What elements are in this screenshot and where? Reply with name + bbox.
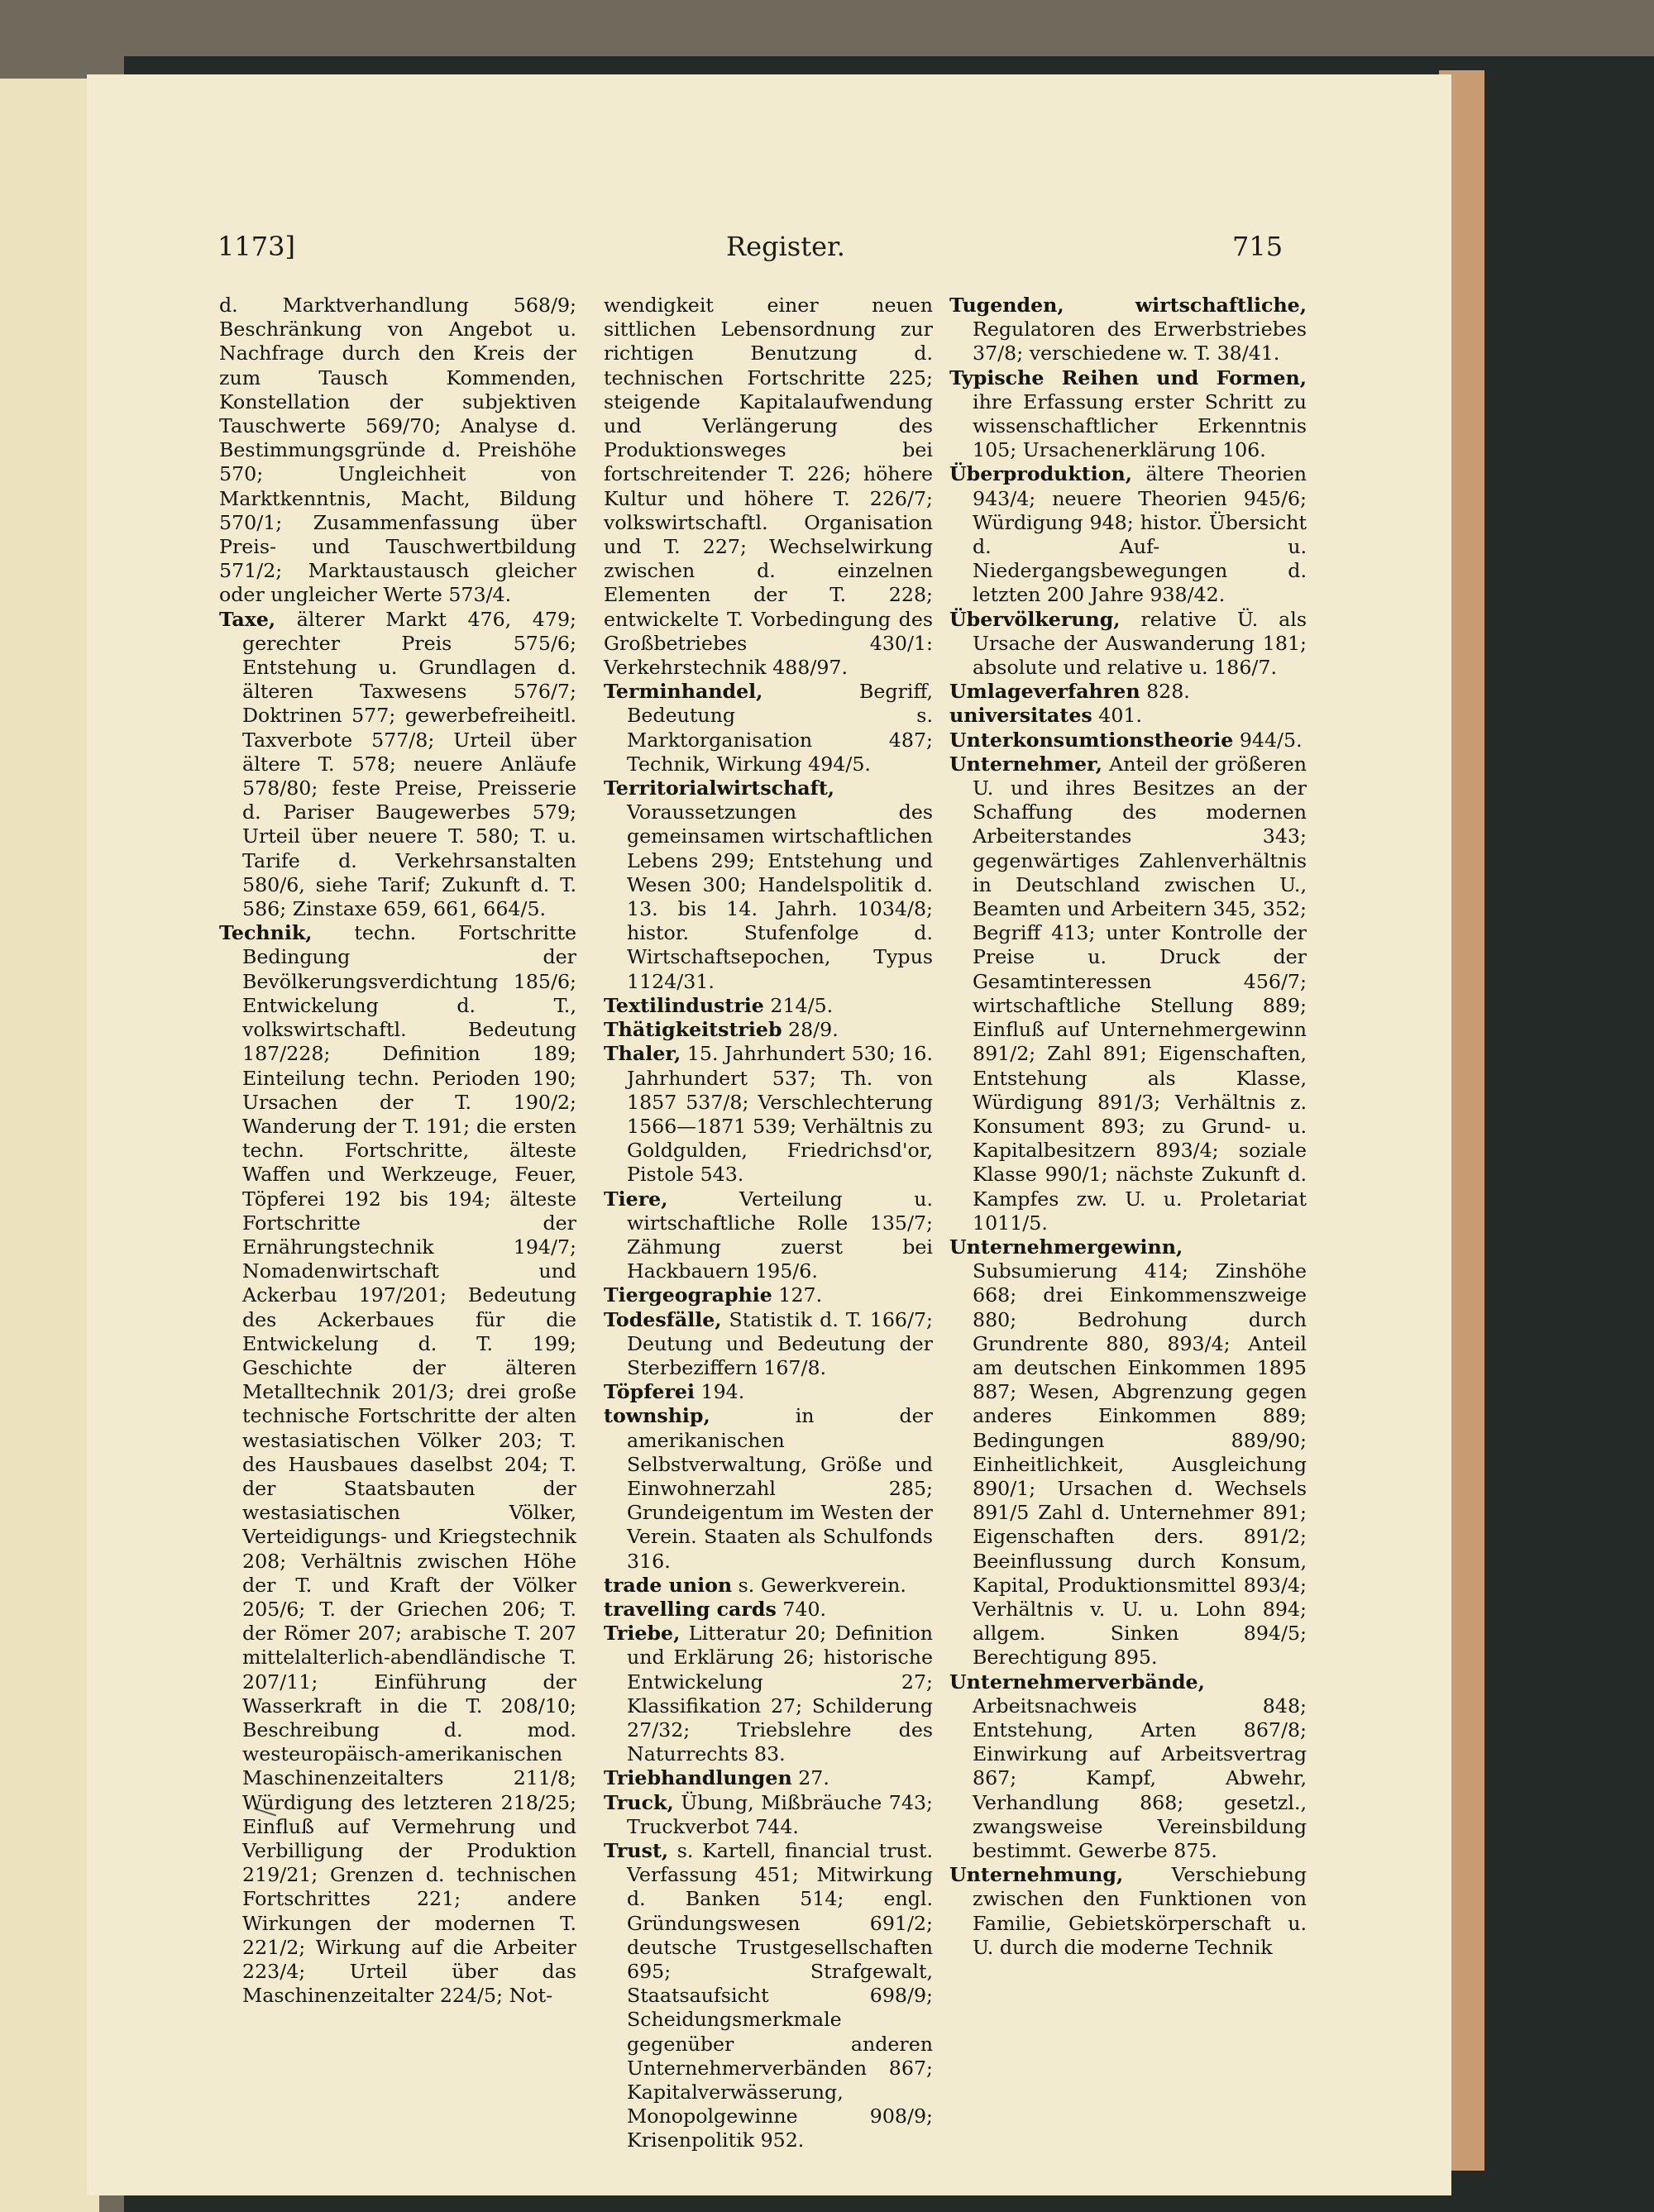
index-entry-text: Arbeitsnachweis 848; Entstehung, Arten 867/8; Einwirkung auf Arbeitsvertrag 867; Kampf, Abwehr, Verhandlung 868; gesetzl., zwangsweise Vereinsbildung bestimmt. Gewerbe 875. — [973, 1694, 1307, 1862]
index-entry — [604, 1187, 933, 1284]
index-entry — [219, 294, 576, 608]
adjacent-page-strip — [0, 79, 99, 2212]
index-keyword: Triebe, — [604, 1622, 681, 1646]
index-entry-text: 15. Jahrhundert 530; 16. Jahrhundert 537; Th. von 1857 537/8; Verschlechterung 1566—1871 539; Verhältnis zu Goldgulden, Friedrichsd'or, Pistole 543. — [627, 1042, 933, 1187]
index-column-3 — [949, 294, 1307, 1960]
index-entry — [949, 1670, 1307, 1864]
index-entry — [949, 608, 1307, 681]
index-keyword: Thätigkeitstrieb — [604, 1018, 782, 1042]
index-entry-text: Voraussetzungen des gemeinsamen wirtschaftlichen Lebens 299; Entstehung und Wesen 300; Handelspolitik d. 13. bis 14. Jahrh. 1034/8; histor. Stufenfolge d. Wirtschaftsepochen, Typus 1124/31. — [627, 800, 933, 993]
index-keyword: Triebhandlungen — [604, 1766, 792, 1790]
index-entry-text: Subsumierung 414; Zinshöhe 668; drei Einkommenszweige 880; Bedrohung durch Grundrente 880, 893/4; Anteil am deutschen Einkommen 1895 887; Wesen, Abgrenzung gegen anderes Einkommen 889; Bedingungen 889/90; Einheitlichkeit, Ausgleichung 890/1; Ursachen d. Wechsels 891/5 Zahl d. Unternehmer 891; Eigenschaften ders. 891/2; Beeinflussung durch Konsum, Kapital, Produktionsmittel 893/4; Verhältnis v. U. u. Lohn 894; allgem. Sinken 894/5; Berechtigung 895. — [973, 1259, 1307, 1670]
index-keyword: Unterkonsumtionstheorie — [949, 728, 1234, 752]
index-entry — [949, 294, 1307, 366]
index-entry-text: 828. — [1140, 680, 1190, 704]
index-entry — [604, 680, 933, 776]
index-entry — [219, 921, 576, 2008]
index-entry-text: 740. — [776, 1597, 827, 1621]
index-entry — [949, 729, 1307, 752]
index-entry-text: 401. — [1092, 704, 1143, 728]
index-keyword: Töpferei — [604, 1380, 696, 1404]
index-entry-text: in der amerikanischen Selbstverwaltung, Größe und Einwohnerzahl 285; Grundeigentum im Westen der Verein. Staaten als Schulfonds 316. — [627, 1404, 933, 1573]
index-entry — [949, 704, 1307, 728]
index-keyword: Trust, — [604, 1839, 669, 1862]
index-keyword: Textilindustrie — [604, 993, 764, 1017]
index-entry — [604, 1766, 933, 1790]
index-entry-text: 27. — [791, 1766, 829, 1790]
running-head: Register. — [726, 231, 845, 262]
index-entry — [949, 1235, 1307, 1670]
index-entry — [604, 294, 933, 680]
index-entry — [949, 462, 1307, 607]
index-entry-text: 28/9. — [782, 1018, 839, 1042]
index-keyword: Todesfälle, — [604, 1307, 722, 1331]
index-entry — [604, 1283, 933, 1307]
index-keyword: Thaler, — [604, 1042, 681, 1066]
index-entry — [949, 680, 1307, 704]
index-entry — [604, 1308, 933, 1381]
index-entry-text: Statistik d. T. 166/7; Deutung und Bedeutung der Sterbeziffern 167/8. — [627, 1307, 933, 1379]
index-entry-text: relative Ü. als Ursache der Auswanderung 181; absolute und relative u. 186/7. — [973, 607, 1307, 680]
index-keyword: Typische Reihen und Formen, — [949, 365, 1307, 389]
index-entry-text: Anteil der größeren U. und ihres Besitzes an der Schaffung des modernen Arbeiterstandes 343; gegenwärtiges Zahlenverhältnis in Deutschland zwischen U., Beamten und Arbeitern 345, 352; Begriff 413; unter Kontrolle der Preise u. Druck der Gesamtinteressen 456/7; wirtschaftliche Stellung 889; Einfluß auf Unternehmergewinn 891/2; Zahl 891; Eigenschaften, Entstehung als Klasse, Würdigung 891/3; Verhältnis z. Konsument 893; zu Grund- u. Kapitalbesitzern 893/4; soziale Klasse 990/1; nächste Zukunft d. Kampfes zw. U. u. Proletariat 1011/5. — [973, 752, 1307, 1235]
index-entry — [219, 608, 576, 922]
index-entry — [604, 1018, 933, 1042]
index-keyword: township, — [604, 1404, 710, 1428]
index-keyword: universitates — [949, 704, 1092, 728]
index-keyword: Unternehmerverbände, — [949, 1670, 1205, 1694]
index-entry-text: älterer Markt 476, 479; gerechter Preis 575/6; Entstehung u. Grundlagen d. älteren Taxwesens 576/7; Doktrinen 577; gewerbefreiheitl. Taxverbote 577/8; Urteil über ältere T. 578; neuere Anläufe 578/80; feste Preise, Preisserie d. Pariser Baugewerbes 579; Urteil über neuere T. 580; T. u. Tarife d. Verkehrsanstalten 580/6, siehe Tarif; Zukunft d. T. 586; Zinstaxe 659, 661, 664/5. — [242, 607, 576, 921]
index-keyword: Unternehmung, — [949, 1863, 1124, 1887]
index-keyword: Terminhandel, — [604, 680, 763, 704]
index-keyword: Tiergeographie — [604, 1283, 772, 1307]
index-entry — [604, 994, 933, 1018]
index-entry-text: Verschiebung zwischen den Funktionen von Familie, Gebietskörperschaft u. U. durch die moderne Technik — [973, 1863, 1307, 1959]
index-keyword: Überproduktion, — [949, 462, 1133, 486]
index-keyword: Territorialwirtschaft, — [604, 776, 835, 800]
index-entry-text: s. Kartell, financial trust. Verfassung 451; Mitwirkung d. Banken 514; engl. Gründungswesen 691/2; deutsche Trustgesellschaften 695; Strafgewalt, Staatsaufsicht 698/9; Scheidungsmerkmale gegenüber anderen Unternehmerverbänden 867; Kapitalverwässerung, Monopolgewinne 908/9; Krisenpolitik 952. — [627, 1839, 933, 2152]
index-entry — [604, 1380, 933, 1404]
index-keyword: travelling cards — [604, 1597, 777, 1621]
index-entry-text: 944/5. — [1233, 728, 1303, 752]
index-entry — [949, 1863, 1307, 1960]
index-keyword: Umlageverfahren — [949, 680, 1140, 704]
index-entry-text: Übung, Mißbräuche 743; Truckverbot 744. — [627, 1790, 933, 1838]
index-entry-text: Verteilung u. wirtschaftliche Rolle 135/7; Zähmung zuerst bei Hackbauern 195/6. — [627, 1187, 933, 1283]
index-entry — [949, 366, 1307, 463]
index-keyword: Unternehmer, — [949, 752, 1103, 776]
index-entry-text: 194. — [695, 1380, 745, 1404]
index-entry-text: 214/5. — [763, 993, 834, 1017]
index-entry-text: Litteratur 20; Definition und Erklärung 26; historische Entwickelung 27; Klassifikation 27; Schilderung 27/32; Triebslehre des Naturrechts 83. — [627, 1622, 933, 1766]
index-entry-text: s. Gewerkverein. — [732, 1573, 906, 1597]
index-column-1 — [219, 294, 576, 2008]
index-keyword: Truck, — [604, 1790, 674, 1814]
index-entry-text: Begriff, Bedeutung s. Marktorganisation 487; Technik, Wirkung 494/5. — [627, 680, 933, 776]
index-keyword: Tugenden, wirtschaftliche, — [949, 294, 1307, 317]
index-keyword: Unternehmergewinn, — [949, 1235, 1183, 1259]
column-number-left: 1173] — [218, 231, 295, 262]
index-entry-text: Regulatoren des Erwerbstriebes 37/8; verschiedene w. T. 38/41. — [973, 318, 1307, 365]
index-entry — [604, 1791, 933, 1839]
index-keyword: trade union — [604, 1573, 733, 1597]
index-entry — [604, 1598, 933, 1622]
index-entry — [604, 1042, 933, 1187]
index-entry — [604, 1574, 933, 1598]
index-entry-text: wendigkeit einer neuen sittlichen Lebensordnung zur richtigen Benutzung d. technischen Fortschritte 225; steigende Kapitalaufwendung und Verlängerung des Produktionsweges bei fortschreitender T. 226; höhere Kultur und höhere T. 226/7; volkswirtschaftl. Organisation und T. 227; Wechselwirkung zwischen d. einzelnen Elementen der T. 228; entwickelte T. Vorbedingung des Großbetriebes 430/1: Verkehrstechnik 488/97. — [604, 294, 933, 680]
index-entry — [604, 1404, 933, 1573]
page-number: 715 — [1232, 231, 1284, 262]
index-entry-text: techn. Fortschritte Bedingung der Bevölkerungsverdichtung 185/6; Entwickelung d. T., volkswirtschaftl. Bedeutung 187/228; Definition 189; Einteilung techn. Perioden 190; Ursachen der T. 190/2; Wanderung der T. 191; die ersten techn. Fortschritte, älteste Waffen und Werkzeuge, Feuer, Töpferei 192 bis 194; älteste Fortschritte der Ernährungstechnik 194/7; Nomadenwirtschaft und Ackerbau 197/201; Bedeutung des Ackerbaues für die Entwickelung d. T. 199; Geschichte der älteren Metalltechnik 201/3; drei große technische Fortschritte der alten westasiatischen Völker 203; T. des Hausbaues daselbst 204; T. der Staatsbauten der westasiatischen Völker, Verteidigungs- und Kriegstechnik 208; Verhältnis zwischen Höhe der T. und Kraft der Völker 205/6; T. der Griechen 206; T. der Römer 207; arabische T. 207 mittelalterlich-abendländische T. 207/11; Einführung der Wasserkraft in die T. 208/10; Beschreibung d. mod. westeuropäisch-amerikanischen Maschinenzeitalters 211/8; Würdigung des letzteren 218/25; Einfluß auf Vermehrung und Verbilligung der Produktion 219/21; Grenzen d. technischen Fortschrittes 221; andere Wirkungen der modernen T. 221/2; Wirkung auf die Arbeiter 223/4; Urteil über das Maschinenzeitalter 224/5; Not- — [242, 921, 576, 2008]
index-entry-text: d. Marktverhandlung 568/9; Beschränkung von Angebot u. Nachfrage durch den Kreis der zum Tausch Kommenden, Konstellation der subjektiven Tauschwerte 569/70; Analyse d. Bestimmungsgründe d. Preishöhe 570; Ungleichheit von Marktkenntnis, Macht, Bildung 570/1; Zusammenfassung über Preis- und Tauschwertbildung 571/2; Marktaustausch gleicher oder ungleicher Werte 573/4. — [219, 294, 576, 607]
index-entry — [604, 776, 933, 994]
index-keyword: Taxe, — [219, 607, 276, 631]
index-column-2 — [604, 294, 933, 2153]
index-entry — [604, 1622, 933, 1766]
index-entry — [604, 1839, 933, 2153]
index-entry-text: ihre Erfassung erster Schritt zu wissenschaftlicher Erkenntnis 105; Ursachenerklärung 106. — [973, 389, 1307, 462]
index-entry-text: ältere Theorien 943/4; neuere Theorien 945/6; Würdigung 948; histor. Übersicht d. Auf- u. Niedergangsbewegungen d. letzten 200 Jahre 938/42. — [973, 462, 1307, 607]
index-entry-text: 127. — [772, 1283, 823, 1307]
index-keyword: Technik, — [219, 921, 313, 945]
index-keyword: Tiere, — [604, 1187, 668, 1211]
index-keyword: Übervölkerung, — [949, 607, 1121, 631]
index-entry — [949, 752, 1307, 1235]
